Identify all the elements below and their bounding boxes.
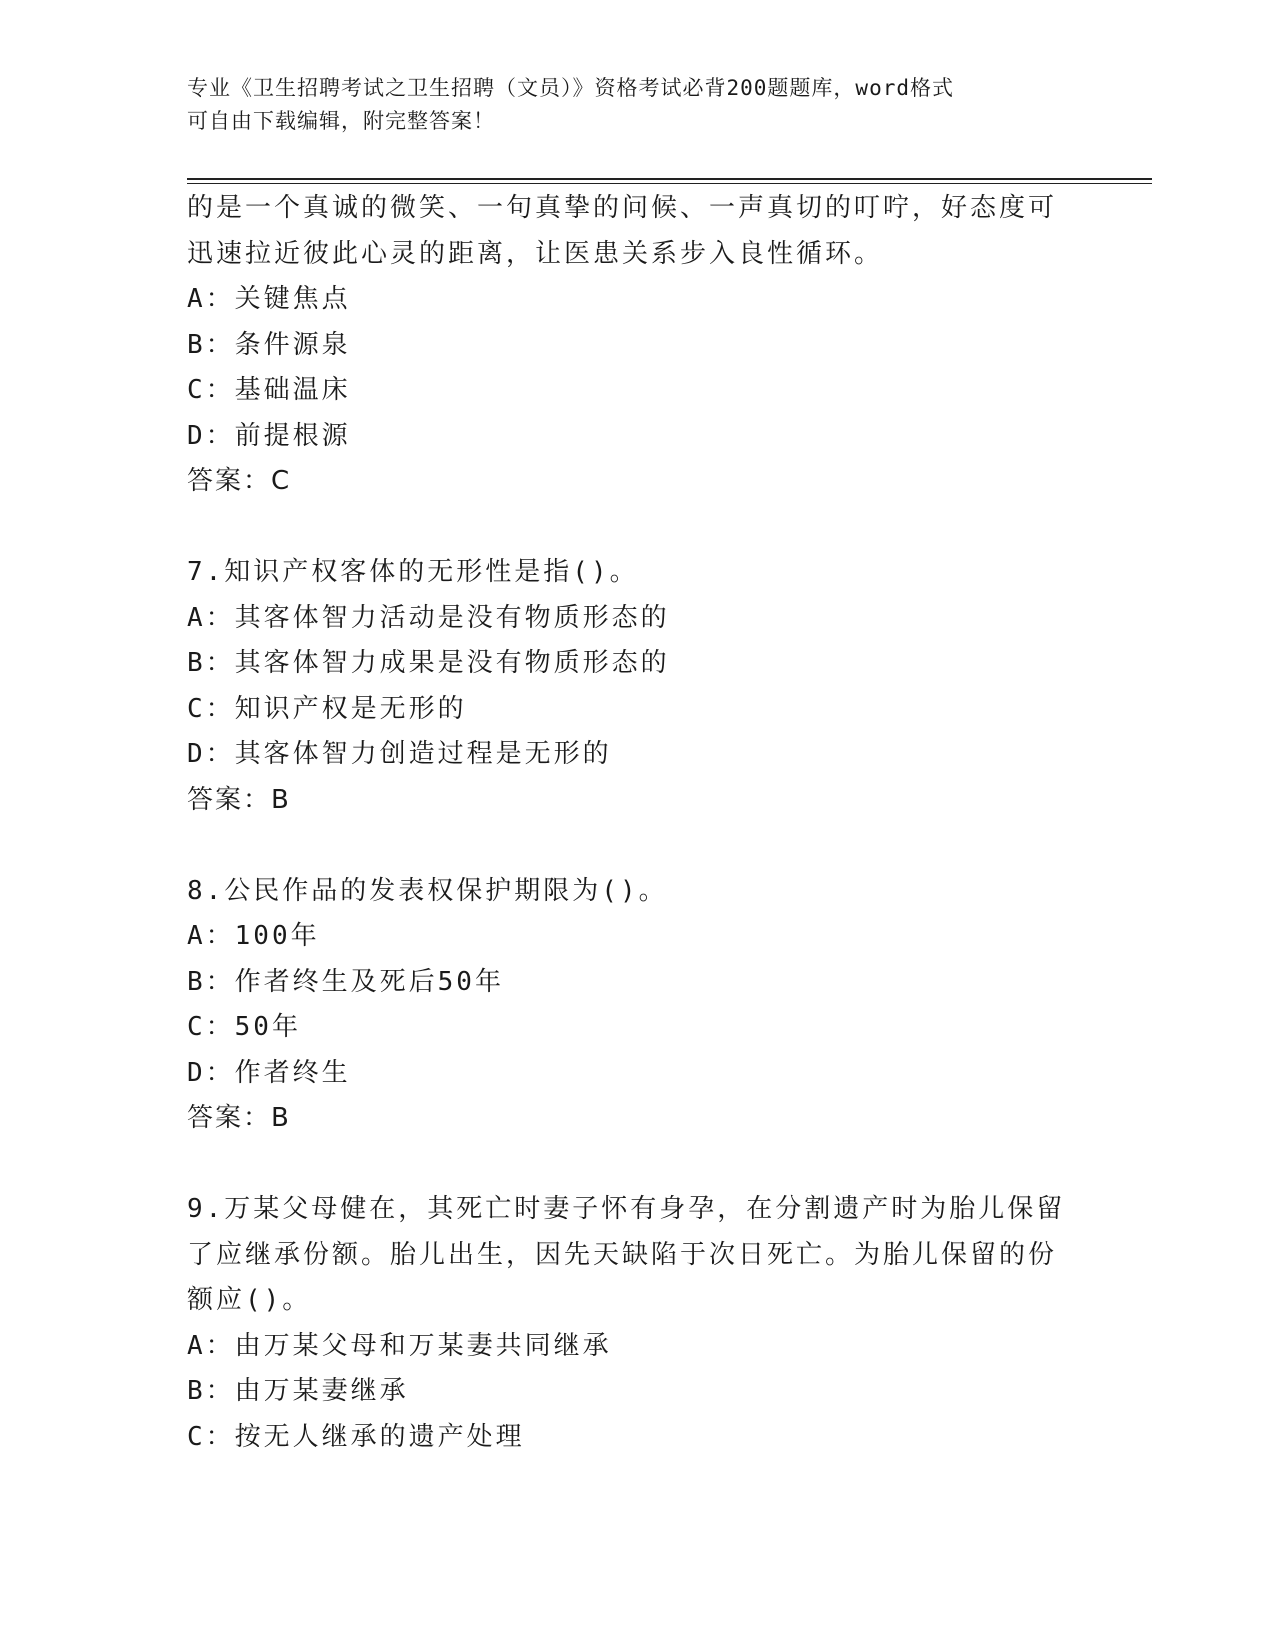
option-d: D：前提根源 [187,420,351,451]
question-text-line: 的是一个真诚的微笑、一句真挚的问候、一声真切的叮咛，好态度可 [187,193,1058,223]
document-header [187,72,1067,138]
header-divider-thick [187,178,1152,180]
option-d: D：作者终生 [187,1057,351,1088]
option-d: D：其客体智力创造过程是无形的 [187,739,612,769]
question-text-line: 8.公民作品的发表权保护期限为()。 [187,875,668,906]
option-b: B：作者终生及死后50年 [187,966,504,997]
question-text-line: 7.知识产权客体的无形性是指()。 [187,557,639,587]
question-list [187,186,1087,1460]
option-a: A：其客体智力活动是没有物质形态的 [187,602,670,633]
answer-line: 答案：B [187,784,291,815]
header-divider-thin [187,183,1152,184]
option-c: C：按无人继承的遗产处理 [187,1421,525,1452]
answer-line: 答案：B [187,1103,291,1133]
question-6-continuation [187,186,1087,505]
question-7 [187,550,1087,823]
option-b: B：由万某妻继承 [187,1376,409,1406]
header-title-line-1: 专业《卫生招聘考试之卫生招聘（文员）》资格考试必背200题题库，word格式 [187,76,954,100]
option-b: B：条件源泉 [187,329,351,360]
spacer [187,505,1087,551]
question-8 [187,869,1087,1142]
option-a: A：关键焦点 [187,284,351,314]
question-9 [187,1187,1087,1460]
option-c: C：知识产权是无形的 [187,693,467,724]
option-a: A：100年 [187,921,320,951]
spacer [187,823,1087,869]
question-text-line: 9.万某父母健在，其死亡时妻子怀有身孕，在分割遗产时为胎儿保留 [187,1194,1066,1224]
option-c: C：50年 [187,1012,301,1042]
question-text-line: 了应继承份额。胎儿出生，因先天缺陷于次日死亡。为胎儿保留的份 [187,1239,1058,1270]
header-title-line-2: 可自由下载编辑，附完整答案！ [187,109,495,133]
answer-line: 答案：C [187,466,292,496]
option-b: B：其客体智力成果是没有物质形态的 [187,648,670,678]
spacer [187,1142,1087,1188]
option-a: A：由万某父母和万某妻共同继承 [187,1330,612,1361]
question-text-line: 迅速拉近彼此心灵的距离，让医患关系步入良性循环。 [187,238,884,269]
question-text-line: 额应()。 [187,1285,312,1315]
option-c: C：基础温床 [187,375,351,405]
